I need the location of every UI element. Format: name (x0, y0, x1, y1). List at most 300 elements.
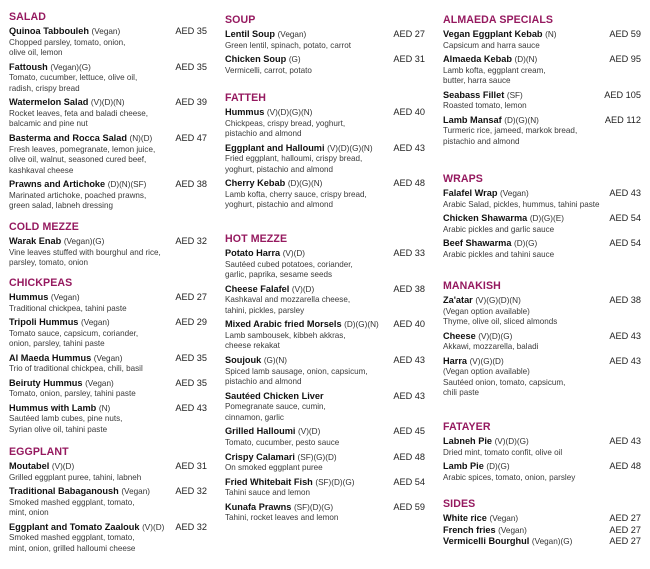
item-description-line: Arabic Salad, pickles, hummus, tahini paste (443, 199, 600, 209)
dish-name: Prawns and Artichoke (9, 179, 106, 190)
item-description-line: chili paste (443, 388, 479, 398)
item-name (225, 319, 379, 331)
item-name (9, 317, 110, 329)
dietary-tags: (V)(D) (142, 522, 165, 532)
menu-item-crispy-calamari (225, 452, 425, 474)
item-header (443, 461, 641, 473)
dish-name: Potato Harra (225, 248, 281, 258)
dietary-tags: (G) (288, 55, 301, 65)
dietary-tags: (Vegan) (50, 293, 80, 302)
item-header (9, 353, 207, 365)
dish-name: Almaeda Kebab (443, 54, 512, 65)
item-description-line: Arabic pickles and garlic sauce (443, 224, 555, 234)
section-title: ALMAEDA SPECIALS (443, 14, 554, 26)
menu-item-eggplant-and-halloumi (225, 143, 425, 176)
item-description-line: Tomato, cucumber, lettuce, olive oil, (9, 73, 138, 83)
item-name (443, 115, 539, 127)
item-header (443, 90, 641, 102)
menu-item-almaeda-kebab (443, 54, 641, 87)
item-description-line: mint, onion (9, 508, 49, 518)
item-header (443, 525, 641, 537)
item-price: AED 31 (175, 461, 207, 471)
section-hot-mezze (225, 233, 425, 527)
menu-item-hummus-with-lamb (9, 403, 207, 436)
dish-name: Lamb Pie (443, 461, 484, 472)
item-price: AED 27 (175, 292, 207, 302)
item-name (443, 188, 529, 200)
dish-name: Beiruty Hummus (9, 377, 83, 388)
item-name (443, 295, 521, 307)
dietary-tags: (V)(G)(D) (469, 356, 504, 366)
item-price: AED 35 (175, 352, 207, 363)
item-price: AED 27 (393, 29, 425, 39)
item-header (443, 513, 641, 525)
item-description-line: onion, parsley, tahini paste (9, 339, 105, 349)
section-title: HOT MEZZE (225, 233, 288, 245)
menu-item-beef-shawarma (443, 238, 641, 260)
dish-name: Hummus (225, 107, 265, 117)
section-title: COLD MEZZE (9, 221, 79, 233)
section-soup (225, 14, 425, 79)
menu-item-chicken-shawarma (443, 213, 641, 235)
menu-item-hummus (9, 292, 207, 314)
item-description-line: Lamb kofta, cherry sauce, crispy bread, (225, 189, 367, 199)
dietary-tags: (D)(G) (486, 462, 510, 472)
section-salad (9, 11, 207, 215)
item-name (9, 461, 74, 473)
section-sides (443, 498, 641, 548)
section-eggplant (9, 446, 207, 557)
menu-item-mixed-arabic-fried-morsels (225, 319, 425, 352)
menu-item-vermicelli-bourghul (443, 536, 641, 548)
section-title: SALAD (9, 11, 46, 23)
dish-name: Al Maeda Hummus (9, 352, 92, 363)
item-name (9, 522, 164, 534)
item-description-line: Pomegranate sauce, cumin, (225, 402, 326, 412)
dish-name: Beef Shawarma (443, 238, 512, 249)
item-price: AED 59 (393, 501, 425, 512)
dietary-tags: (V)(D)(G) (494, 437, 529, 446)
item-header (443, 295, 641, 307)
item-header (443, 29, 641, 41)
dish-name: French fries (443, 524, 496, 535)
dish-name: Tripoli Hummus (9, 317, 79, 328)
menu-item-falafel-wrap (443, 188, 641, 210)
item-name (443, 536, 572, 548)
menu-item-soujouk (225, 355, 425, 388)
item-price: AED 48 (393, 178, 425, 189)
item-description-line: Traditional chickpea, tahini paste (9, 303, 127, 313)
menu-item-beiruty-hummus (9, 378, 207, 400)
item-price: AED 32 (175, 486, 207, 497)
item-header (225, 54, 425, 66)
dish-name: Traditional Babaganoush (9, 486, 119, 497)
dietary-tags: (N) (545, 30, 557, 39)
dietary-tags: (Vegan)(G) (531, 537, 573, 546)
item-name (443, 436, 529, 448)
menu-item-lamb-pie (443, 461, 641, 483)
item-header (9, 292, 207, 304)
section-title: SOUP (225, 14, 256, 26)
dietary-tags: (V)(D)(G) (478, 331, 513, 341)
dish-name: Chicken Soup (225, 54, 287, 65)
item-header (9, 179, 207, 191)
item-description-line: Fresh leaves, pomegranate, lemon juice, (9, 144, 156, 154)
item-header (225, 248, 425, 260)
item-price: AED 48 (609, 461, 641, 472)
item-description-line: Lamb sambousek, kibbeh akkras, (225, 330, 346, 340)
dish-name: Hummus with Lamb (9, 402, 97, 413)
dish-name: Watermelon Salad (9, 97, 89, 108)
dish-name: Fattoush (9, 61, 48, 72)
item-description-line: Vermicelli, carrot, potato (225, 65, 312, 75)
item-name (9, 97, 125, 109)
item-price: AED 43 (393, 390, 425, 401)
item-price: AED 38 (393, 283, 425, 294)
menu-item-harra (443, 356, 641, 399)
item-price: AED 47 (175, 133, 207, 144)
dish-name: Cheese (443, 330, 476, 341)
item-name (225, 391, 324, 403)
item-description-line: Capsicum and harra sauce (443, 40, 540, 50)
item-name (9, 486, 150, 498)
item-header (9, 133, 207, 145)
dietary-tags: (N) (98, 403, 111, 413)
item-name (225, 107, 312, 119)
item-name (9, 378, 114, 390)
item-name (225, 54, 301, 66)
item-price: AED 32 (175, 236, 207, 246)
item-price: AED 32 (175, 521, 207, 532)
item-price: AED 59 (609, 29, 641, 39)
dietary-tags: (D)(G) (514, 239, 538, 249)
item-name (9, 133, 152, 145)
dish-name: Vegan Eggplant Kebab (443, 29, 543, 39)
item-description-line: Tahini, rocket leaves and lemon (225, 513, 339, 523)
item-description-line: Sautéed lamb cubes, pine nuts, (9, 414, 123, 424)
item-description-line: (Vegan option available) (443, 367, 530, 377)
item-description-line: olive oil, lemon (9, 48, 63, 58)
item-header (225, 391, 425, 403)
item-name (225, 143, 373, 155)
item-description-line: Fried eggplant, halloumi, crispy bread, (225, 154, 363, 164)
dish-name: Warak Enab (9, 236, 62, 246)
dish-name: Seabass Fillet (443, 89, 505, 100)
item-description-line: radish, crispy bread (9, 83, 80, 93)
dish-name: Fried Whitebait Fish (225, 476, 313, 487)
section-title: CHICKPEAS (9, 277, 73, 289)
dish-name: Harra (443, 355, 468, 366)
item-description-line: cinnamon, garlic (225, 412, 284, 422)
item-price: AED 43 (393, 355, 425, 366)
section-title: WRAPS (443, 173, 483, 185)
dish-name: Lamb Mansaf (443, 114, 502, 125)
section-fatteh (225, 92, 425, 214)
dietary-tags: (Vegan) (93, 353, 123, 363)
item-price: AED 43 (609, 436, 641, 446)
dietary-tags: (SF)(D)(G) (293, 502, 334, 512)
item-price: AED 40 (393, 319, 425, 330)
menu-item-potato-harra (225, 248, 425, 281)
item-header (9, 486, 207, 498)
item-description-line: balcamic and pine nut (9, 119, 88, 129)
item-price: AED 38 (175, 179, 207, 190)
item-price: AED 54 (393, 476, 425, 487)
dish-name: Basterma and Rocca Salad (9, 133, 127, 144)
item-description-line: Turmeric rice, jameed, markok bread, (443, 126, 578, 136)
item-description-line: Dried mint, tomato confit, olive oil (443, 447, 563, 457)
dish-name: Crispy Calamari (225, 451, 295, 462)
item-description-line: Sautéed cubed potatoes, coriander, (225, 259, 353, 269)
item-price: AED 43 (609, 330, 641, 341)
item-price: AED 105 (604, 89, 641, 100)
item-description-line: Kashkaval and mozzarella cheese, (225, 295, 351, 305)
dietary-tags: (D)(G)(N) (504, 115, 539, 125)
item-price: AED 35 (175, 377, 207, 388)
item-name (443, 461, 510, 473)
dietary-tags: (Vegan) (498, 525, 527, 535)
dietary-tags: (SF)(G)(D) (297, 452, 337, 462)
item-description-line: Vine leaves stuffed with bourghul and rice, (9, 247, 161, 257)
item-name (9, 353, 122, 365)
menu-item-cheese (443, 331, 641, 353)
item-price: AED 48 (393, 451, 425, 462)
dish-name: Kunafa Prawns (225, 501, 292, 512)
dietary-tags: (V)(D) (291, 284, 315, 294)
item-name (9, 26, 120, 38)
item-name (443, 525, 527, 537)
item-header (225, 29, 425, 41)
dish-name: Grilled Halloumi (225, 426, 296, 437)
dish-name: Eggplant and Halloumi (225, 142, 325, 153)
dish-name: Cheese Falafel (225, 283, 290, 294)
menu-item-basterma-and-rocca-salad (9, 133, 207, 176)
dish-name: Falafel Wrap (443, 188, 498, 198)
item-name (443, 54, 537, 66)
item-header (9, 317, 207, 329)
dietary-tags: (Vegan)(G) (63, 237, 105, 246)
item-description-line: cheese rekakat (225, 341, 280, 351)
item-header (225, 355, 425, 367)
dish-name: Cherry Kebab (225, 178, 286, 189)
item-header (443, 213, 641, 225)
item-description-line: pistachio and almond (443, 136, 520, 146)
item-header (9, 236, 207, 248)
item-description-line: Spiced lamb sausage, onion, capsicum, (225, 366, 368, 376)
dietary-tags: (G)(N) (263, 356, 287, 366)
dish-name: Hummus (9, 292, 49, 302)
section-title: FATAYER (443, 421, 491, 433)
item-header (225, 107, 425, 119)
section-chickpeas (9, 277, 207, 439)
dish-name: Sautéed Chicken Liver (225, 390, 324, 401)
dietary-tags: (D)(G)(E) (529, 214, 564, 224)
menu-item-saut-ed-chicken-liver (225, 391, 425, 424)
menu-item-fried-whitebait-fish (225, 477, 425, 499)
menu-item-labneh-pie (443, 436, 641, 458)
menu-item-lentil-soup (225, 29, 425, 51)
item-description-line: green salad, labneh dressing (9, 201, 113, 211)
dish-name: Moutabel (9, 461, 50, 471)
dietary-tags: (Vegan) (500, 189, 529, 198)
item-description-line: On smoked eggplant puree (225, 463, 323, 473)
section-title: SIDES (443, 498, 476, 510)
menu-item-vegan-eggplant-kebab (443, 29, 641, 51)
item-description-line: Smoked mashed eggplant, tomato, (9, 533, 135, 543)
item-name (443, 29, 556, 41)
dietary-tags: (D)(N) (514, 55, 538, 65)
dietary-tags: (Vegan) (489, 514, 519, 523)
item-name (225, 284, 314, 296)
menu-item-quinoa-tabbouleh (9, 26, 207, 59)
section-fatayer (443, 421, 641, 486)
item-description-line: Tomato sauce, capsicum, coriander, (9, 328, 139, 338)
item-description-line: Tahini sauce and lemon (225, 488, 311, 498)
dietary-tags: (V)(D)(G)(N) (266, 108, 313, 117)
menu-item-white-rice (443, 513, 641, 525)
item-description-line: Syrian olive oil, tahini paste (9, 425, 108, 435)
item-header (225, 284, 425, 296)
menu-item-warak-enab (9, 236, 207, 269)
item-header (225, 426, 425, 438)
dietary-tags: (Vegan) (91, 27, 121, 36)
dish-name: Soujouk (225, 355, 262, 366)
item-description-line: Chopped parsley, tomato, onion, (9, 37, 126, 47)
item-name (443, 356, 504, 368)
item-header (225, 502, 425, 514)
section-cold-mezze (9, 221, 207, 272)
dietary-tags: (N)(D) (129, 134, 153, 144)
menu-item-eggplant-and-tomato-zaalouk (9, 522, 207, 555)
dish-name: Eggplant and Tomato Zaalouk (9, 521, 140, 532)
item-description-line: Roasted tomato, lemon (443, 101, 527, 111)
item-price: AED 27 (609, 513, 641, 523)
item-description-line: pistachio and almond (225, 129, 302, 139)
item-price: AED 54 (609, 213, 641, 224)
item-description-line: Lamb kofta, eggplant cream, (443, 65, 546, 75)
dietary-tags: (V)(D) (282, 249, 305, 258)
menu-item-chicken-soup (225, 54, 425, 76)
item-header (9, 403, 207, 415)
menu-item-za-atar (443, 295, 641, 328)
section-almaeda-specials (443, 14, 641, 151)
item-description-line: kashkaval cheese (9, 165, 74, 175)
dietary-tags: (Vegan) (121, 487, 151, 497)
item-header (9, 378, 207, 390)
item-header (443, 356, 641, 368)
item-header (225, 178, 425, 190)
item-name (443, 331, 512, 343)
item-name (9, 62, 91, 74)
menu-item-seabass-fillet (443, 90, 641, 112)
menu-item-cherry-kebab (225, 178, 425, 211)
menu-item-traditional-babaganoush (9, 486, 207, 519)
item-price: AED 27 (609, 524, 641, 535)
item-name (225, 178, 322, 190)
dietary-tags: (V)(D)(G)(N) (327, 143, 373, 153)
item-price: AED 38 (609, 295, 641, 305)
section-title: EGGPLANT (9, 446, 69, 458)
dish-name: Chicken Shawarma (443, 213, 528, 224)
menu-item-lamb-mansaf (443, 115, 641, 148)
item-description-line: Marinated artichoke, poached prawns, (9, 190, 147, 200)
item-price: AED 29 (175, 317, 207, 328)
item-name (225, 248, 305, 260)
item-header (443, 54, 641, 66)
dish-name: Za'atar (443, 295, 473, 305)
item-description-line: pistachio and almond (225, 377, 302, 387)
item-price: AED 95 (609, 54, 641, 65)
menu-item-moutabel (9, 461, 207, 483)
dietary-tags: (V)(D) (298, 427, 321, 437)
menu-item-tripoli-hummus (9, 317, 207, 350)
item-description-line: yoghurt, pistachio and almond (225, 164, 333, 174)
dietary-tags: (V)(D) (51, 462, 75, 471)
item-name (443, 238, 537, 250)
item-price: AED 43 (393, 142, 425, 153)
item-description-line: Arabic pickles and tahini sauce (443, 249, 555, 259)
menu-item-cheese-falafel (225, 284, 425, 317)
item-description-line: Smoked mashed eggplant, tomato, (9, 497, 135, 507)
item-price: AED 35 (175, 26, 207, 36)
item-price: AED 35 (175, 61, 207, 72)
item-description-line: garlic, paprika, sesame seeds (225, 270, 333, 280)
item-header (9, 522, 207, 534)
item-price: AED 112 (604, 114, 641, 125)
item-header (9, 26, 207, 38)
menu-item-watermelon-salad (9, 97, 207, 130)
item-price: AED 39 (175, 97, 207, 108)
item-description-line: Thyme, olive oil, sliced almonds (443, 317, 558, 327)
dietary-tags: (D)(G)(N) (344, 320, 379, 330)
item-description-line: Arabic spices, tomato, onion, parsley (443, 472, 576, 482)
item-description-line: (Vegan option available) (443, 306, 530, 316)
dish-name: Quinoa Tabbouleh (9, 26, 89, 36)
section-wraps (443, 173, 641, 263)
dish-name: White rice (443, 513, 487, 523)
dietary-tags: (Vegan) (277, 30, 307, 39)
item-price: AED 43 (609, 355, 641, 366)
menu-item-hummus (225, 107, 425, 140)
item-name (225, 502, 333, 514)
item-header (225, 477, 425, 489)
dietary-tags: (D)(G)(N) (287, 179, 323, 189)
item-description-line: Sautéed onion, tomato, capsicum, (443, 377, 566, 387)
item-name (9, 179, 146, 191)
item-name (225, 477, 354, 489)
item-name (9, 236, 104, 248)
item-name (225, 355, 287, 367)
item-name (225, 426, 320, 438)
item-price: AED 27 (609, 536, 641, 546)
item-price: AED 31 (393, 54, 425, 65)
item-description-line: parsley, tomato, onion (9, 258, 89, 268)
item-name (443, 513, 518, 525)
menu-item-al-maeda-hummus (9, 353, 207, 375)
item-name (225, 452, 337, 464)
dietary-tags: (V)(D)(N) (90, 98, 125, 108)
item-description-line: olive oil, walnut, seasoned cured beef, (9, 155, 147, 165)
dietary-tags: (Vegan)(G) (50, 62, 91, 72)
item-description-line: Green lentil, spinach, potato, carrot (225, 40, 351, 50)
item-header (443, 436, 641, 448)
item-description-line: Tomato, onion, parsley, tahini paste (9, 389, 136, 399)
item-name (443, 90, 523, 102)
section-title: FATTEH (225, 92, 267, 104)
item-description-line: Rocket leaves, feta and baladi cheese, (9, 108, 149, 118)
item-description-line: Grilled eggplant puree, tahini, labneh (9, 472, 142, 482)
menu-item-french-fries (443, 525, 641, 537)
